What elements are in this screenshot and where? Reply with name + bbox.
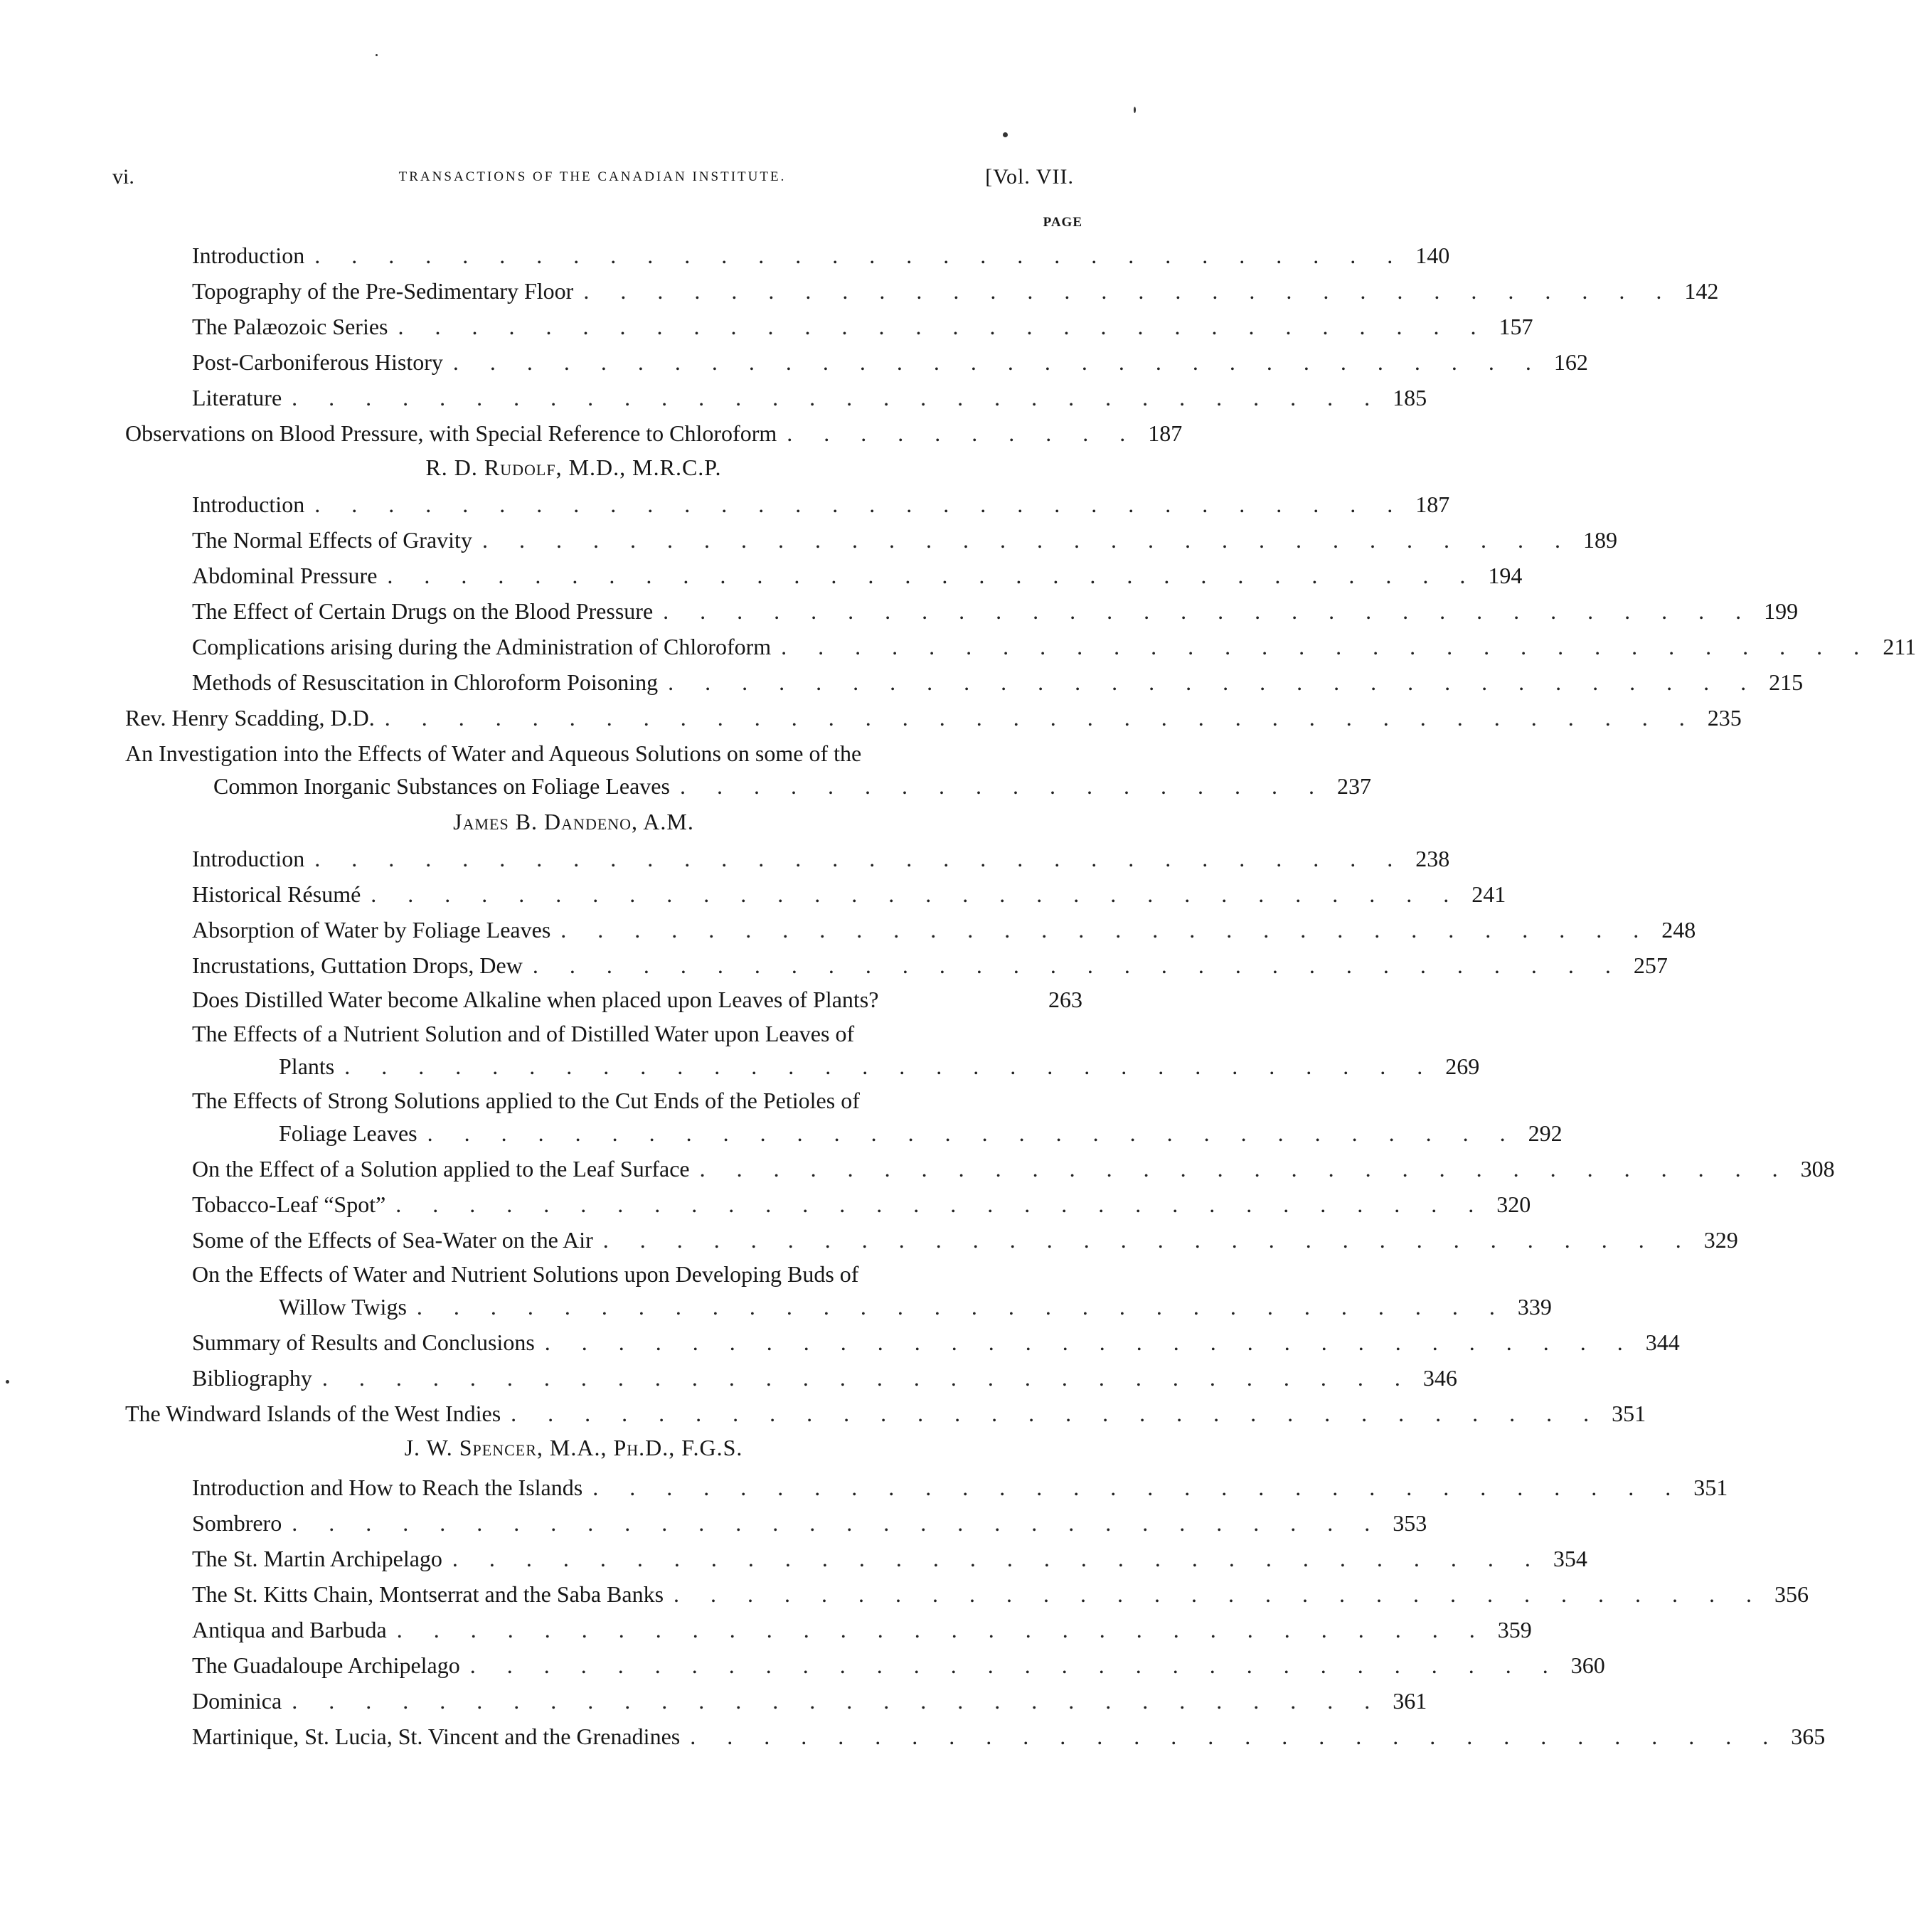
leader-dots: . . . . . . . . . . . . . . . . . . . . . . . . . . . . . . <box>602 1227 1694 1253</box>
toc-entry <box>192 561 1523 590</box>
toc-entry-page: 257 <box>1633 952 1668 978</box>
toc-entry-page: 194 <box>1488 563 1523 588</box>
leader-dots: . . . . . . . . . . . . . . . . . . . . . . . . . . . . . . <box>452 349 1544 375</box>
toc-entry-title: Post-Carboniferous History <box>192 349 443 375</box>
leader-dots: . . . . . . . . . . . . . . . . . . . . . . . . . . . . . . <box>398 314 1489 339</box>
toc-entry-page: 329 <box>1703 1227 1738 1253</box>
toc-entry-title: Sombrero <box>192 1510 282 1536</box>
leader-dots: . . . . . . . . . . . . . . . . . . . . . . . . . . . . . . <box>292 385 1383 410</box>
toc-entry <box>279 1118 1563 1148</box>
toc-entry-title: Summary of Results and Conclusions <box>192 1329 535 1355</box>
toc-entry-title: Introduction <box>192 846 305 871</box>
toc-entry <box>192 347 1588 377</box>
toc-entry-title: On the Effect of a Solution applied to the Leaf Surface <box>192 1156 690 1182</box>
toc-entry-title: The St. Martin Archipelago <box>192 1546 442 1571</box>
toc-entry-title: Absorption of Water by Foliage Leaves <box>192 917 551 943</box>
toc-entry-title-line2: Willow Twigs <box>279 1294 407 1320</box>
toc-entry-page: 263 <box>1048 987 1082 1012</box>
toc-entry <box>192 489 1450 519</box>
leader-dots: . . . . . . . . . . . . . . . . . . . . . . . . . . . . . . <box>583 278 1675 304</box>
toc-entry <box>192 1189 1531 1219</box>
leader-dots: . . . . . . . . . . . . . . . . . . . . . . . . . . . . . . . . . . . . <box>384 705 1698 731</box>
toc-entry <box>192 984 1082 1014</box>
leader-dots: . . . . . . . . . . . . . . . . . . . . . . . . . . . . . . <box>674 1581 1765 1607</box>
toc-entry-title: Introduction <box>192 243 305 268</box>
scan-speck <box>376 54 378 56</box>
toc-entry-page: 359 <box>1497 1617 1532 1642</box>
leader-dots: . . . . . . . . . . . . . . . . . . . . . . . . . . . . . . <box>699 1156 1791 1182</box>
toc-entry <box>192 1472 1728 1502</box>
toc-entry-page: 199 <box>1764 598 1799 624</box>
scan-speck <box>1003 132 1008 137</box>
leader-dots: . . . . . . . . . . . . . . . . . . . . . . . . . . . . . . <box>314 492 1406 517</box>
toc-entry <box>192 1721 1826 1751</box>
leader-dots: . . . . . . . . . . . . . . . . . . . . . . . . . . . . . . <box>321 1365 1413 1391</box>
toc-entry-title: Incrustations, Guttation Drops, Dew <box>192 952 523 978</box>
toc-entry-title: The Palæozoic Series <box>192 314 388 339</box>
leader-dots: . . . . . . . . . . . . . . . . . . . . . . . . . . . . . . <box>511 1401 1602 1426</box>
leader-dots: . . . . . . . . . . . . . . . . . . <box>679 773 1327 799</box>
toc-entry <box>192 915 1696 945</box>
toc-entry-page: 237 <box>1336 773 1371 799</box>
toc-entry-page: 356 <box>1774 1581 1809 1607</box>
toc-entry-title: Methods of Resuscitation in Chloroform Poisoning <box>192 669 659 695</box>
toc-entry-title: Dominica <box>192 1688 282 1714</box>
toc-entry-title: Bibliography <box>192 1365 312 1391</box>
running-header <box>105 165 1080 193</box>
toc-entry <box>192 1363 1457 1393</box>
toc-entry-page: 142 <box>1684 278 1719 304</box>
toc-entry-page: 320 <box>1496 1191 1531 1217</box>
toc-entry <box>279 1292 1552 1322</box>
toc-entry <box>125 703 1742 733</box>
scan-speck <box>1134 107 1136 113</box>
running-title: TRANSACTIONS OF THE CANADIAN INSTITUTE. <box>398 169 787 184</box>
toc-entry-page: 339 <box>1517 1294 1552 1320</box>
toc-entry-page: 365 <box>1791 1724 1826 1749</box>
toc-entry-page: 185 <box>1393 385 1427 410</box>
page-column-label: PAGE <box>1043 215 1082 230</box>
toc-entry-title: The Normal Effects of Gravity <box>192 527 472 553</box>
toc-entry <box>192 525 1617 555</box>
leader-dots: . . . . . . . . . . . . . . . . . . . . . . . . . . . . . . <box>314 846 1406 871</box>
toc-entry-page: 360 <box>1570 1652 1605 1678</box>
toc-entry <box>192 632 1916 662</box>
toc-entry-page: 238 <box>1415 846 1450 871</box>
leader-dots: . . . . . . . . . . . . . . . . . . . . . . . . . . . . . . <box>314 243 1406 268</box>
toc-entry-page: 157 <box>1499 314 1533 339</box>
toc-entry-page: 211 <box>1883 634 1916 659</box>
toc-entry-title: Introduction and How to Reach the Islands <box>192 1475 583 1500</box>
toc-entry <box>192 1154 1835 1184</box>
toc-entry-page: 346 <box>1422 1365 1457 1391</box>
toc-entry-title: Observations on Blood Pressure, with Special Reference to Chloroform <box>125 420 777 446</box>
leader-dots: . . . . . . . . . . . . . . . . . . . . . . . . . . . . . . <box>781 634 1873 659</box>
toc-entry <box>192 312 1533 341</box>
toc-entry <box>192 950 1668 980</box>
leader-dots: . . . . . . . . . . . . . . . . . . . . . . . . . . . . . . <box>690 1724 1782 1749</box>
toc-entry-page: 361 <box>1393 1688 1427 1714</box>
toc-entry <box>192 383 1427 413</box>
toc-entry-page: 308 <box>1800 1156 1835 1182</box>
toc-entry-title: Martinique, St. Lucia, St. Vincent and the Grenadines <box>192 1724 681 1749</box>
leader-dots: . . . . . . . . . . . . . . . . . . . . . . . . . . . . . . <box>427 1120 1518 1146</box>
toc-entry-page: 235 <box>1707 705 1742 731</box>
toc-entry-title-line2: Foliage Leaves <box>279 1120 417 1146</box>
toc-entry <box>192 1327 1680 1357</box>
toc-entry <box>192 1508 1427 1538</box>
toc-entry-title: Literature <box>192 385 282 410</box>
toc-entry <box>213 771 1371 801</box>
leader-dots: . . . . . . . . . . . . . . . . . . . . . . . . . . . . . . <box>560 917 1652 943</box>
toc-entry-title: The Effect of Certain Drugs on the Blood Pressure <box>192 598 654 624</box>
toc-entry-page: 292 <box>1528 1120 1563 1146</box>
toc-entry-title: Rev. Henry Scadding, D.D. <box>125 705 375 731</box>
leader-dots: . . . . . . . . . . . . . . . . . . . . . . . . . . . . . . <box>452 1546 1543 1571</box>
toc-entry-page: 140 <box>1415 243 1450 268</box>
leader-dots: . . . . . . . . . . . . . . . . . . . . . . . . . . . . . . <box>416 1294 1508 1320</box>
leader-dots: . . . . . . . . . . . . . . . . . . . . . . . . . . . . . . <box>371 881 1462 907</box>
leader-dots: . . . . . . . . . . . . . . . . . . . . . . . . . . . . . . <box>592 1475 1684 1500</box>
toc-entry-page: 351 <box>1693 1475 1728 1500</box>
leader-dots: . . . . . . . . . . . . . . . . . . . . . . . . . . . . . . <box>668 669 1760 695</box>
toc-entry <box>192 844 1450 874</box>
toc-entry <box>192 240 1450 270</box>
leader-dots: . . . . . . . . . . . . . . . . . . . . . . . . . . . . . . <box>532 952 1624 978</box>
toc-entry-title: Historical Résumé <box>192 881 361 907</box>
toc-entry-title: Abdominal Pressure <box>192 563 378 588</box>
toc-entry-page: 353 <box>1393 1510 1427 1536</box>
toc-entry-page: 344 <box>1645 1329 1680 1355</box>
toc-entry-page: 189 <box>1582 527 1617 553</box>
leader-dots: . . . . . . . . . . . . . . . . . . . . . . . . . . . . . . <box>292 1688 1383 1714</box>
toc-entry-title-line2: Common Inorganic Substances on Foliage Leaves <box>213 773 670 799</box>
toc-entry-page: 241 <box>1471 881 1506 907</box>
toc-entry-title: Topography of the Pre-Sedimentary Floor <box>192 278 574 304</box>
leader-dots: . . . . . . . . . . . . . . . . . . . . . . . . . . . . . . <box>469 1652 1561 1678</box>
toc-entry-title-line2: Plants <box>279 1053 335 1079</box>
leader-dots: . . . . . . . . . . . . . . . . . . . . . . . . . . . . . . <box>544 1329 1636 1355</box>
leader-dots: . . . . . . . . . . . . . . . . . . . . . . . . . . . . . . <box>344 1053 1436 1079</box>
author-line: James B. Dandeno, A.M. <box>453 809 694 834</box>
toc-entry <box>125 418 1183 448</box>
toc-entry-title-line1: The Effects of a Nutrient Solution and of Distilled Water upon Leaves of <box>192 1021 855 1046</box>
toc-entry-page: 269 <box>1445 1053 1480 1079</box>
leader-dots: . . . . . . . . . . <box>787 420 1139 446</box>
toc-entry <box>192 596 1799 626</box>
toc-entry <box>192 1225 1738 1255</box>
author-line: R. D. Rudolf, M.D., M.R.C.P. <box>425 455 722 480</box>
leader-dots: . . . . . . . . . . . . . . . . . . . . . . . . . . . . . . <box>395 1191 1487 1217</box>
toc-entry-page: 187 <box>1415 492 1450 517</box>
toc-entry <box>125 1398 1646 1428</box>
toc-entry <box>192 1615 1532 1645</box>
toc-entry-page: 351 <box>1612 1401 1646 1426</box>
toc-entry-title: Antiqua and Barbuda <box>192 1617 387 1642</box>
toc-entry-page: 248 <box>1661 917 1696 943</box>
toc-entry-title: Some of the Effects of Sea-Water on the Air <box>192 1227 593 1253</box>
toc-entry <box>192 1544 1587 1573</box>
toc-entry <box>192 276 1719 306</box>
leader-dots: . . . . . . . . . . . . . . . . . . . . . . . . . . . . . . <box>663 598 1755 624</box>
toc-entry-title: Tobacco-Leaf “Spot” <box>192 1191 386 1217</box>
toc-entry <box>192 1686 1427 1716</box>
toc-entry-title: Introduction <box>192 492 305 517</box>
toc-entry <box>279 1051 1480 1081</box>
toc-entry-page: 354 <box>1553 1546 1587 1571</box>
toc-entry-title-line1: On the Effects of Water and Nutrient Solutions upon Developing Buds of <box>192 1261 859 1287</box>
toc-entry <box>192 879 1506 909</box>
toc-entry-page: 162 <box>1553 349 1588 375</box>
leader-dots: . . . . . . . . . . . . . . . . . . . . . . . . . . . . . . <box>481 527 1573 553</box>
toc-entry-page: 187 <box>1148 420 1183 446</box>
toc-entry-title: Does Distilled Water become Alkaline when placed upon Leaves of Plants? <box>192 987 879 1012</box>
toc-entry <box>192 1650 1605 1680</box>
leader-dots: . . . . . . . . . . . . . . . . . . . . . . . . . . . . . . <box>292 1510 1383 1536</box>
toc-entry-title: The St. Kitts Chain, Montserrat and the Saba Banks <box>192 1581 664 1607</box>
toc-entry-title: The Guadaloupe Archipelago <box>192 1652 460 1678</box>
toc-entry-title: The Windward Islands of the West Indies <box>125 1401 501 1426</box>
leader-dots: . . . . . . . . . . . . . . . . . . . . . . . . . . . . . . <box>387 563 1479 588</box>
toc-entry-page: 215 <box>1769 669 1804 695</box>
volume-label: [Vol. VII. <box>985 165 1074 189</box>
page-number-roman: vi. <box>112 165 134 189</box>
scan-speck <box>6 1380 9 1384</box>
author-line: J. W. Spencer, M.A., Ph.D., F.G.S. <box>404 1435 743 1460</box>
toc-entry-title: Complications arising during the Administration of Chloroform <box>192 634 772 659</box>
toc-entry <box>192 667 1804 697</box>
toc-entry <box>192 1579 1809 1609</box>
toc-entry-title-line1: An Investigation into the Effects of Water and Aqueous Solutions on some of the <box>125 741 862 766</box>
leader-dots: . . . . . . . . . . . . . . . . . . . . . . . . . . . . . . <box>396 1617 1488 1642</box>
toc-entry-title-line1: The Effects of Strong Solutions applied to the Cut Ends of the Petioles of <box>192 1088 860 1113</box>
